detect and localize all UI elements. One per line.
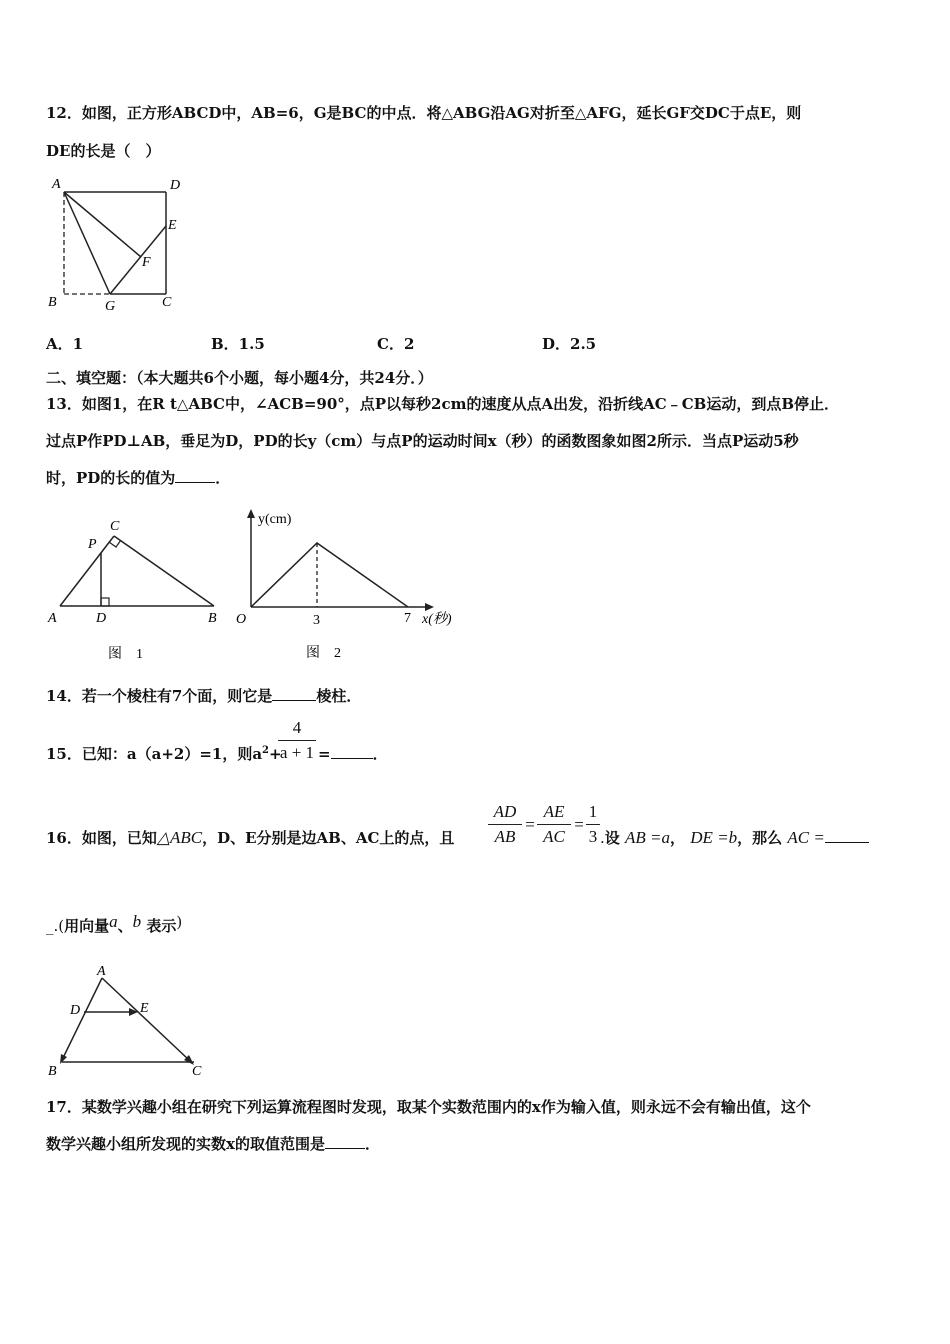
q13-line3-end: ． [215, 469, 231, 487]
q17-line1: 17．某数学兴趣小组在研究下列运算流程图时发现，取某个实数范围内的x作为输入值，则永远不会有输出值，这个 [46, 1098, 811, 1116]
q16-line2-pre: _.( [46, 917, 65, 935]
q13-line2: 过点P作PD⊥AB，垂足为D，PD的长y（cm）与点P的运动时间x（秒）的函数图象如图2所示．当点P运动5秒 [46, 432, 799, 450]
q16-label-b: B [48, 1064, 57, 1079]
q17-answer-blank [325, 1136, 365, 1149]
q12-label-e: E [168, 218, 177, 233]
q13-fig2-origin: O [236, 612, 247, 627]
q12-label-c: C [162, 295, 172, 310]
q16-answer-blank [825, 830, 869, 843]
q16-comma: ， [670, 829, 686, 847]
q12-label-d: D [170, 178, 181, 193]
q12-figure [44, 172, 194, 314]
q13-fig1-label-a: A [48, 611, 57, 626]
q16-ac-expr: AC = [787, 828, 825, 847]
q16-line2-text2: 表示 [146, 917, 177, 935]
q12-label-g: G [105, 299, 116, 314]
q16-label-e: E [140, 1001, 149, 1016]
q16-f2-num: AE [537, 802, 571, 825]
q13-fig2-caption: 图 2 [306, 646, 341, 661]
q15-prefix: 15．已知：a（a+2）=1，则a [46, 745, 263, 763]
q17-line2-end: ． [364, 1135, 380, 1153]
q15-exponent: 2 [262, 745, 270, 756]
q16-intro [46, 827, 454, 848]
q13-figure2 [228, 505, 468, 665]
q13-line3 [46, 467, 230, 488]
q12-choice-c: C．2 [377, 335, 415, 353]
section-heading: 二、填空题：（本大题共6个小题，每小题4分，共24分．） [46, 369, 433, 387]
q13-figure1 [44, 512, 229, 664]
q15-plus: + [269, 745, 282, 763]
q12-choice-b: B．1.5 [211, 335, 265, 353]
q13-fig2-xlabel: x(秒) [422, 612, 452, 627]
q15-end: ． [372, 745, 388, 763]
q12-choice-a: A．1 [46, 335, 84, 353]
q12-label-a: A [52, 177, 61, 192]
q16-line2-text: 用向量 [64, 917, 110, 935]
q16-then: ，那么 [737, 829, 783, 847]
q13-fig1-caption: 图 1 [108, 647, 143, 662]
q13-answer-blank [175, 470, 215, 483]
q16-figure [44, 962, 219, 1080]
q13-fig2-tick-7: 7 [404, 611, 411, 626]
q16-label-d: D [70, 1003, 81, 1018]
q16-vec-b: b [132, 912, 142, 931]
q16-mid: ，D、E分别是边AB、AC上的点，且 [202, 829, 455, 847]
q15-tail [318, 743, 388, 764]
q14-text-end: 棱柱． [316, 687, 362, 705]
q15-answer-blank [331, 746, 373, 759]
q16-eq1: = [525, 815, 535, 834]
q13-line3-text: 时，PD的长的值为 [46, 469, 176, 487]
q16-line2 [46, 912, 182, 936]
q12-label-f: F [142, 255, 151, 270]
q13-line1: 13．如图1，在R t△ABC中，∠ACB=90°，点P以每秒2cm的速度从点A出发，沿折线AC﹣CB运动，到点B停止． [46, 395, 839, 413]
q17-line2-text: 数学兴趣小组所发现的实数x的取值范围是 [46, 1135, 325, 1153]
q13-fig1-label-p: P [88, 537, 97, 552]
q13-fig1-label-c: C [110, 519, 120, 534]
q16-fraction-one-third [586, 802, 600, 847]
q13-fig1-label-d: D [96, 611, 107, 626]
q16-label-c: C [192, 1064, 202, 1079]
q15-fraction [278, 718, 316, 763]
q16-f1-den: AB [494, 827, 516, 846]
q16-vectors [600, 827, 869, 848]
q16-vec-a: a [109, 912, 118, 931]
q12-label-b: B [48, 295, 57, 310]
q16-triangle: △ABC [156, 828, 203, 847]
q16-ab-expr: AB =a [625, 828, 671, 847]
q13-fig2-tick-3: 3 [313, 613, 320, 628]
q12-line1: 12．如图，正方形ABCD中，AB=6，G是BC的中点．将△ABG沿AG对折至△AFG，延长GF交DC于点E，则 [46, 104, 802, 122]
q12-choice-d: D．2.5 [542, 335, 597, 353]
q16-f3-den: 3 [588, 827, 598, 846]
q16-f3-num: 1 [586, 802, 600, 825]
q16-before: 16．如图，已知 [46, 829, 157, 847]
q16-label-a: A [97, 964, 106, 979]
q15-fraction-den: a + 1 [279, 743, 315, 762]
q16-dot: . [600, 829, 605, 847]
q14-answer-blank [272, 688, 316, 701]
q15-equals: = [318, 745, 331, 763]
q16-de-expr: DE =b [690, 828, 738, 847]
q16-fraction-ae-ac [537, 802, 571, 847]
q16-sep: 、 [117, 917, 133, 935]
q16-line2-close: ) [176, 913, 183, 931]
q16-f2-den: AC [543, 827, 565, 846]
q16-set: 设 [604, 829, 620, 847]
q16-eq2: = [574, 815, 584, 834]
q13-fig2-ylabel: y(cm) [258, 512, 292, 527]
q16-fraction-ad-ab [488, 802, 522, 847]
q15-fraction-num: 4 [278, 718, 316, 741]
q14-text: 14．若一个棱柱有7个面，则它是 [46, 687, 273, 705]
q12-line2: DE的长是（ ） [46, 142, 161, 160]
q16-f1-num: AD [488, 802, 522, 825]
q17-line2 [46, 1133, 380, 1154]
q14-line [46, 685, 361, 706]
q15-text [46, 743, 282, 764]
q13-fig1-label-b: B [208, 611, 217, 626]
